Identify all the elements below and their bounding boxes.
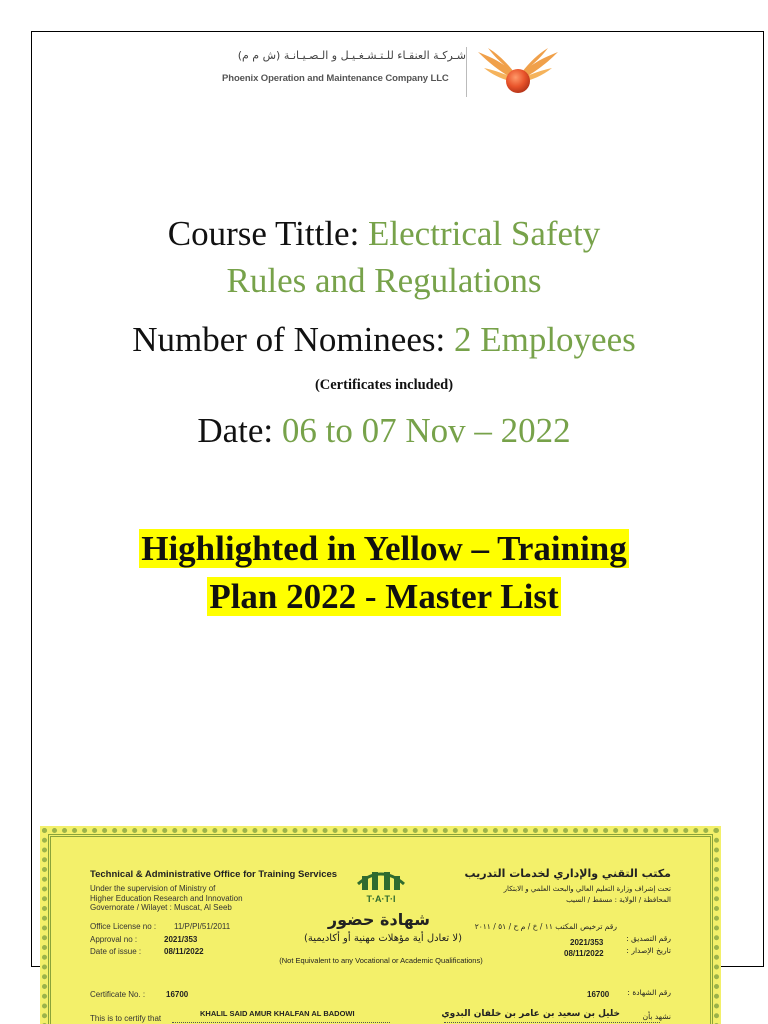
- approval-label: Approval no :: [90, 935, 138, 944]
- certificates-note: (Certificates included): [314, 377, 454, 393]
- certify-label: This is to certify that: [90, 1014, 162, 1023]
- certificate-number-label: Certificate No. :: [90, 990, 146, 999]
- supervision-en-line: Higher Education Research and Innovation: [90, 893, 243, 903]
- supervision-en-line: Under the supervision of Ministry of: [90, 884, 216, 893]
- date-issue-ar-label: تاريخ الإصدار :: [626, 946, 671, 955]
- highlight-line-2-wrap: [0, 575, 768, 619]
- not-equivalent-ar: (لا تعادل أية مؤهلات مهنية أو أكاديمية): [303, 933, 462, 944]
- supervision-en-line: Governorate / Wilayet : Muscat, Al Seeb: [90, 903, 232, 912]
- nominees-value: 2 Employees: [453, 320, 636, 359]
- date-issue-label: Date of issue :: [90, 947, 142, 956]
- approval-ar-label: رقم التصديق :: [626, 934, 671, 943]
- phoenix-logo-icon: [474, 44, 562, 100]
- nominees-line: [0, 318, 768, 362]
- approval-ar-value: 2021/353: [570, 938, 604, 947]
- certificate-number-ar-label: رقم الشهادة :: [627, 988, 671, 997]
- supervision-ar-line: تحت إشراف وزارة التعليم العالي والبحث العلمي و الابتكار: [503, 885, 671, 893]
- date-value: 06 to 07 Nov – 2022: [281, 411, 571, 450]
- company-logo: [222, 44, 562, 100]
- supervision-ar-line: المحافظة / الولاية : مسقط / السيب: [566, 896, 671, 904]
- date-colon: :: [263, 411, 274, 450]
- recipient-name-ar: خليل بن سعيد بن عامر بن خلفان البدوي: [441, 1009, 620, 1019]
- date-line: [0, 408, 768, 454]
- name-underline-ar: [444, 1022, 660, 1023]
- name-underline-en: [172, 1022, 390, 1023]
- date-issue-ar-value: 08/11/2022: [564, 949, 604, 958]
- date-label: Date: [197, 411, 264, 450]
- office-license-label: Office License no :: [90, 922, 157, 931]
- highlight-line-1-wrap: [0, 527, 768, 571]
- company-name-english: Phoenix Operation and Maintenance Company LLC: [222, 73, 449, 84]
- approval-value: 2021/353: [164, 935, 198, 944]
- course-title-line-1: [0, 213, 768, 255]
- course-title-label: Course Tittle:: [167, 214, 360, 253]
- attendance-certificate: [40, 826, 721, 1024]
- supervision-en: [90, 884, 243, 913]
- tati-logo-text: T·A·T·I: [366, 894, 396, 904]
- highlight-line-2: Plan 2022 - Master List: [209, 577, 559, 616]
- company-name-arabic: شـركـة العنقـاء للـتـشـغـيـل و الـصـيـانـة (ش م م): [237, 49, 466, 62]
- office-license-ar: رقم ترخيص المكتب ١١ / خ / م ح / ٥١ / ٢٠١١: [474, 922, 617, 931]
- recipient-name-en: KHALIL SAID AMUR KHALFAN AL BADOWI: [200, 1009, 355, 1018]
- office-title-ar: مكتب التقني والإداري لخدمات التدريب: [464, 867, 671, 880]
- nominees-label: Number of Nominees:: [132, 320, 446, 359]
- certify-ar-label: نشهد بأن: [642, 1012, 671, 1021]
- logo-divider: [466, 47, 467, 97]
- attendance-title-ar: شهادة حضور: [327, 910, 430, 929]
- office-title-en: Technical & Administrative Office for Training Services: [90, 869, 338, 880]
- date-issue-value: 08/11/2022: [164, 947, 204, 956]
- highlight-line-1: Highlighted in Yellow – Training: [141, 529, 627, 568]
- course-title-value-2: Rules and Regulations: [226, 261, 542, 300]
- certificate-number-value: 16700: [166, 990, 189, 999]
- certificate-number-ar-value: 16700: [587, 990, 610, 999]
- office-license-value: 11/P/PI/51/2011: [174, 922, 231, 931]
- not-equivalent-en: (Not Equivalent to any Vocational or Academic Qualifications): [279, 956, 483, 965]
- course-title-value-1: Electrical Safety: [368, 214, 601, 253]
